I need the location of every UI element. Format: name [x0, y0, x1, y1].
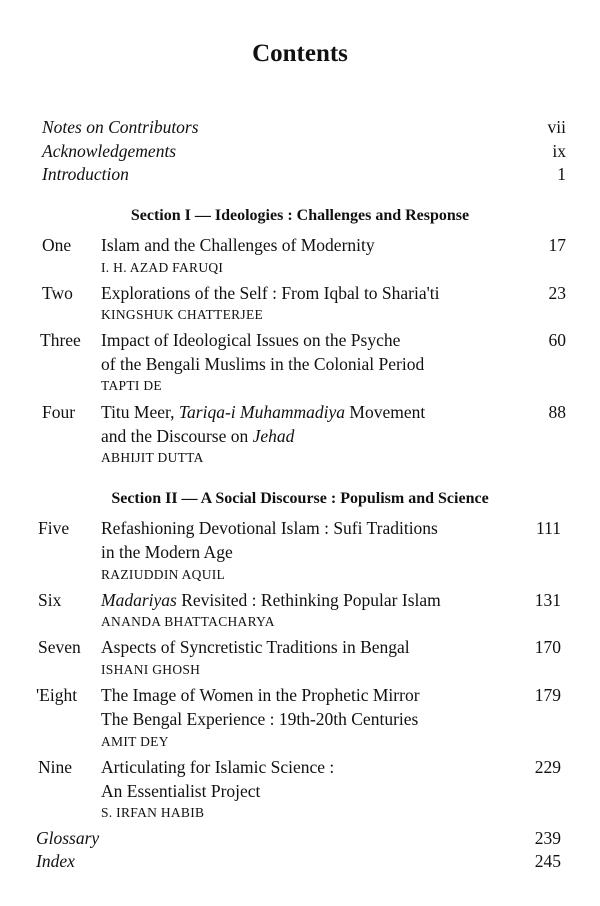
toc-page-number: 1	[557, 164, 566, 184]
toc-page-number: 245	[534, 851, 561, 871]
chapter-author: I. H. AZAD FARUQI	[101, 260, 224, 275]
section-heading: Section II — A Social Discourse : Populism and Science	[111, 490, 489, 507]
chapter-author: S. IRFAN HABIB	[101, 805, 205, 820]
section-heading: Section I — Ideologies : Challenges and Response	[130, 207, 470, 224]
toc-page-number: 131	[534, 590, 561, 610]
toc-page-number: vii	[547, 117, 566, 137]
chapter-title-italic: Tariqa-i Muhammadiya	[178, 402, 346, 422]
chapter-title: Refashioning Devotional Islam : Sufi Traditions	[101, 518, 438, 538]
toc-acknowledgements: Acknowledgements	[42, 141, 177, 161]
chapter-number: 'Eight	[36, 685, 78, 705]
chapter-number: Four	[42, 402, 76, 422]
chapter-author: TAPTI DE	[101, 378, 162, 393]
toc-index: Index	[36, 851, 75, 871]
chapter-title	[101, 589, 441, 611]
page-title: Contents	[252, 40, 348, 67]
chapter-author: ANANDA BHATTACHARYA	[101, 614, 275, 629]
chapter-title-line-2: of the Bengali Muslims in the Colonial Period	[101, 354, 425, 374]
toc-page-number: 111	[536, 518, 561, 538]
chapter-title: Impact of Ideological Issues on the Psyche	[101, 330, 401, 350]
chapter-author: KINGSHUK CHATTERJEE	[101, 307, 264, 322]
chapter-number: One	[42, 235, 72, 255]
toc-page-number: 88	[548, 402, 566, 422]
toc-page-number: 170	[534, 637, 561, 657]
chapter-author: AMIT DEY	[101, 734, 169, 749]
chapter-title-part: Titu Meer,	[101, 402, 179, 422]
chapter-author: RAZIUDDIN AQUIL	[101, 567, 226, 582]
chapter-title: Explorations of the Self : From Iqbal to Sharia'ti	[101, 283, 440, 303]
chapter-title: Articulating for Islamic Science :	[101, 757, 335, 777]
chapter-title-line-2: The Bengal Experience : 19th-20th Centuries	[101, 709, 419, 729]
toc-page-number: 229	[534, 757, 561, 777]
chapter-author: ABHIJIT DUTTA	[101, 450, 204, 465]
chapter-title: Islam and the Challenges of Modernity	[101, 235, 375, 255]
chapter-title-part: and the Discourse on	[101, 426, 253, 446]
chapter-author: ISHANI GHOSH	[101, 662, 201, 677]
chapter-number: Six	[38, 590, 62, 610]
chapter-number: Two	[42, 283, 73, 303]
chapter-title	[101, 401, 425, 423]
chapter-number: Seven	[38, 637, 81, 657]
toc-page-number: 239	[534, 828, 561, 848]
toc-notes-on-contributors: Notes on Contributors	[42, 117, 199, 137]
toc-glossary: Glossary	[36, 828, 100, 848]
chapter-number: Nine	[38, 757, 73, 777]
toc-page-number: ix	[552, 141, 566, 161]
chapter-title-italic: Madariyas	[101, 590, 177, 610]
chapter-title-italic: Jehad	[252, 426, 295, 446]
toc-page-number: 17	[548, 235, 566, 255]
chapter-title-part: Movement	[345, 402, 426, 422]
chapter-title: Aspects of Syncretistic Traditions in Bengal	[101, 637, 410, 657]
toc-introduction: Introduction	[42, 164, 129, 184]
chapter-title-line-2	[101, 425, 294, 447]
toc-page-number: 60	[548, 330, 566, 350]
chapter-title-line-2: in the Modern Age	[101, 542, 233, 562]
chapter-title: The Image of Women in the Prophetic Mirror	[101, 685, 420, 705]
chapter-number: Five	[38, 518, 70, 538]
chapter-title-part: Revisited : Rethinking Popular Islam	[176, 590, 441, 610]
toc-page-number: 23	[548, 283, 566, 303]
chapter-number: Three	[40, 330, 81, 350]
chapter-title-line-2: An Essentialist Project	[101, 781, 261, 801]
toc-page-number: 179	[534, 685, 561, 705]
